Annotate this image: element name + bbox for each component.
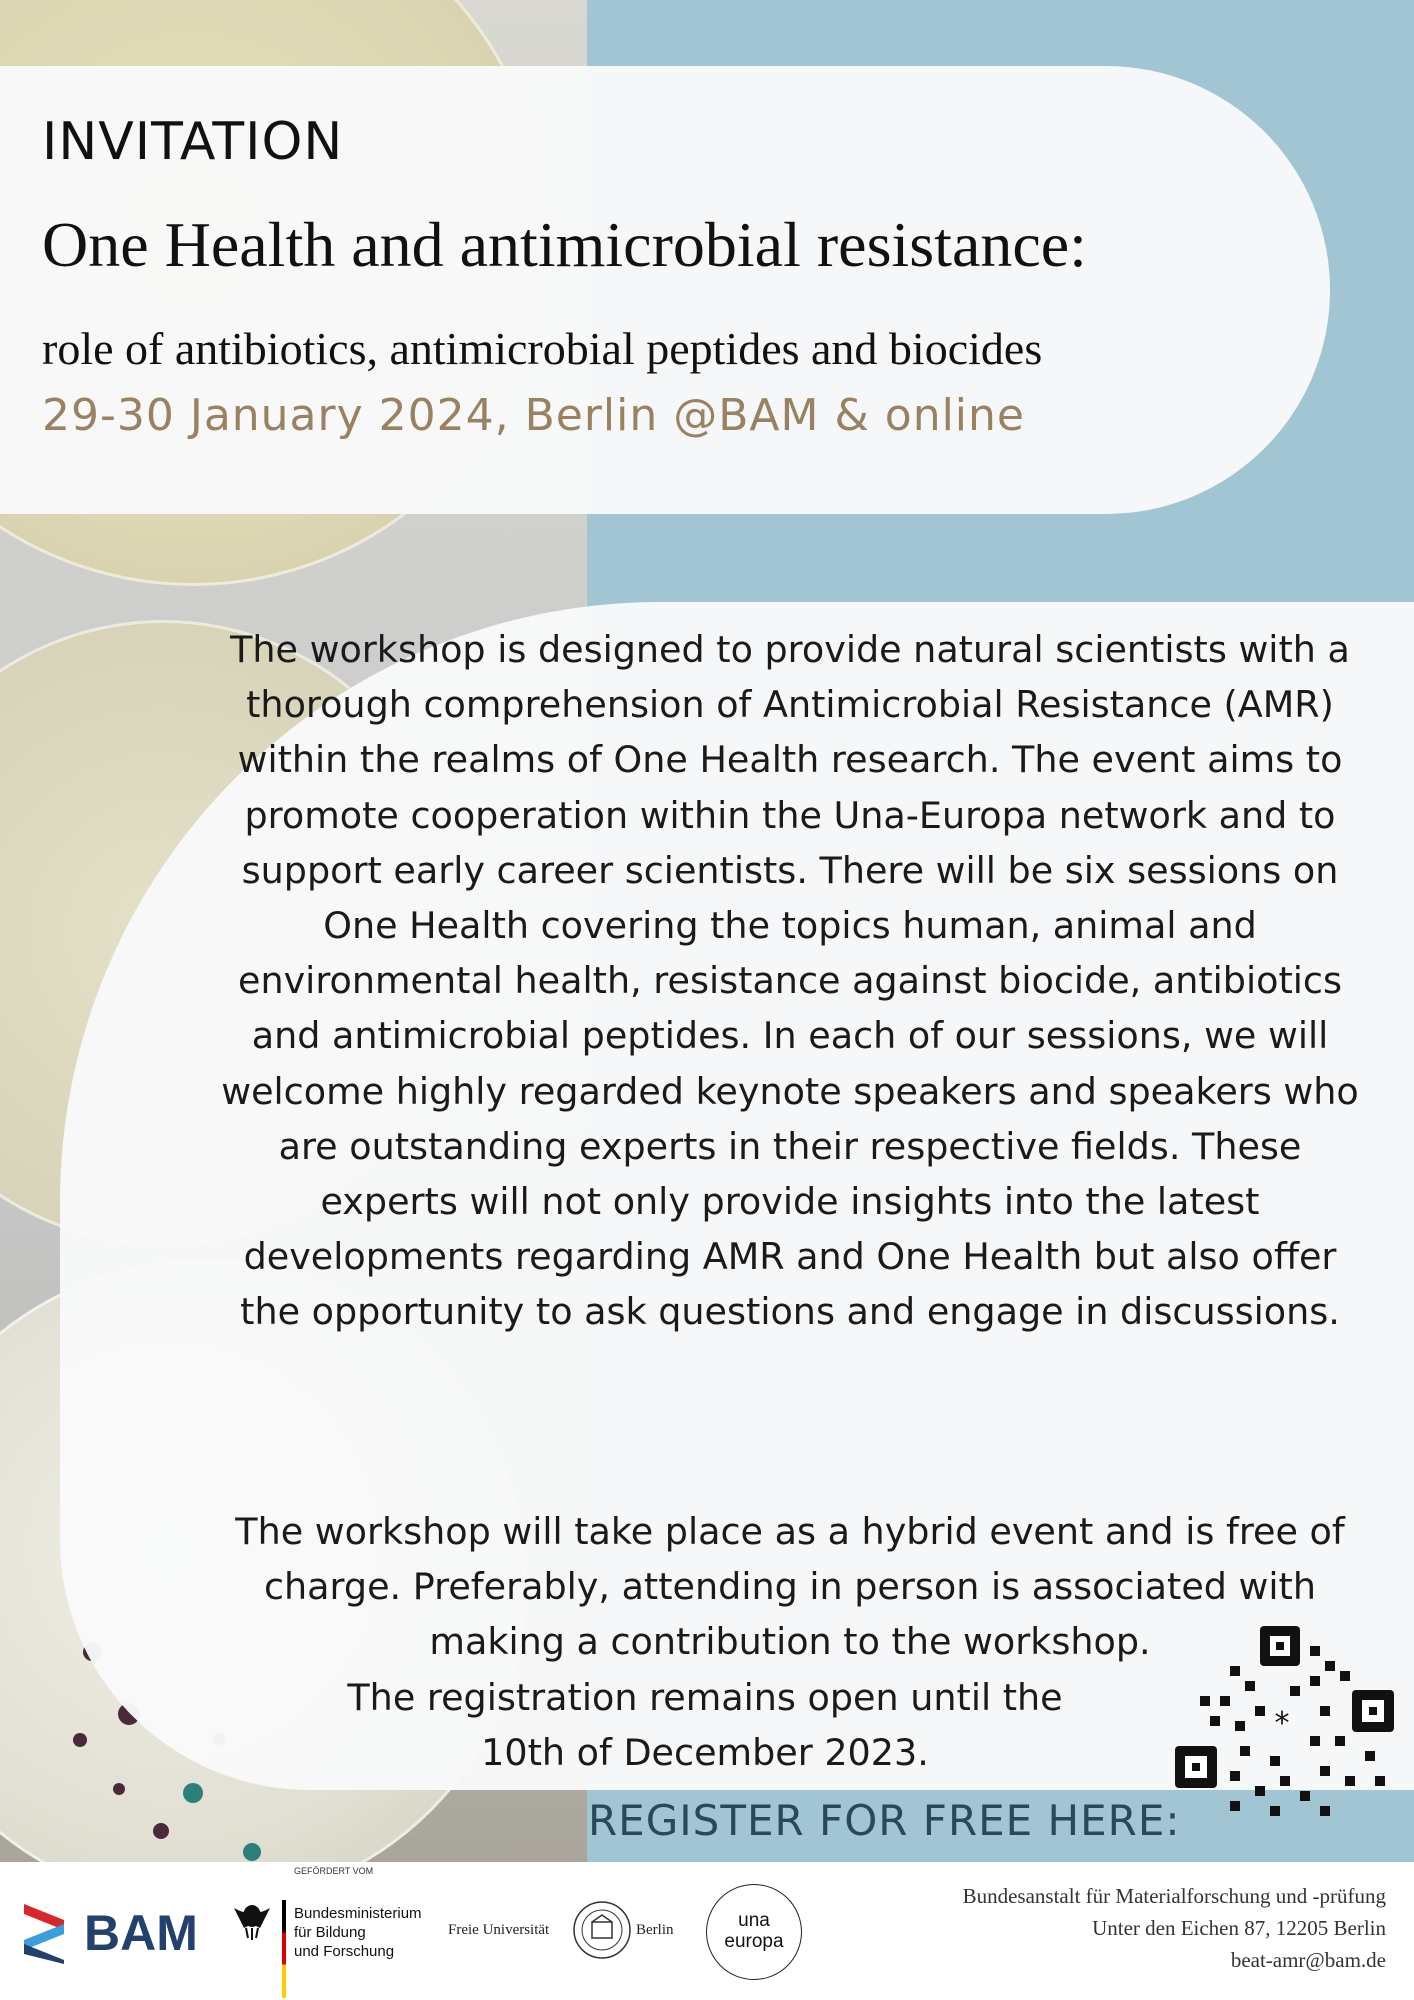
street-address: Unter den Eichen 87, 12205 Berlin (1092, 1916, 1386, 1940)
colony (183, 1783, 203, 1803)
registration-deadline: 10th of December 2023. (481, 1730, 929, 1774)
registration-text-2: The registration remains open until the (347, 1675, 1063, 1719)
colony (73, 1733, 87, 1747)
colony (243, 1843, 261, 1861)
register-link[interactable]: REGISTER FOR FREE HERE: (588, 1796, 1181, 1845)
page-title: One Health and antimicrobial resistance: (42, 209, 1087, 280)
workshop-description: The workshop is designed to provide natural scientists with a thorough comprehension of Antimicrobial Resistance (AMR) within the realms of One Health research. The event aims to promote cooperation within the Una-Europa network and to support early career scientists. There will be six sessions on One Health covering the topics human, animal and environmental health, resistance against biocide, antibiotics and antimicrobial peptides. In each of our sessions, we will welcome highly regarded keynote speakers and speakers who are outstanding experts in their respective fields. These experts will not only provide insights into the latest developments regarding AMR and One Health but also offer the opportunity to ask questions and engage in discussions. (221, 628, 1359, 1334)
una-europa-text (706, 1910, 802, 1952)
bam-logo-icon (20, 1900, 72, 1964)
europa-line: europa (724, 1931, 784, 1952)
qr-code-icon[interactable] (1170, 1626, 1410, 1826)
bam-logo-text: BAM (84, 1905, 198, 1961)
bmbf-line: und Forschung (294, 1943, 395, 1960)
contact-email[interactable]: beat-amr@bam.de (1230, 1948, 1386, 1972)
bmbf-line: für Bildung (294, 1924, 366, 1941)
invitation-label: INVITATION (42, 112, 344, 172)
colony (153, 1823, 169, 1839)
una-line: una (738, 1910, 770, 1931)
event-date: 29-30 January 2024, Berlin @BAM & online (42, 390, 1025, 441)
german-flag-stripe (282, 1900, 286, 1998)
bmbf-line: Bundesministerium (294, 1905, 422, 1922)
page-subtitle: role of antibiotics, antimicrobial peptides and biocides (42, 323, 1043, 374)
fu-name-right: Berlin (636, 1922, 674, 1938)
federal-eagle-icon (230, 1898, 274, 1942)
svg-text:*: * (1274, 1706, 1290, 1741)
colony (113, 1783, 125, 1795)
institution-name: Bundesanstalt für Materialforschung und -prüfung (962, 1884, 1386, 1908)
fu-seal-icon (572, 1900, 632, 1960)
bmbf-name (294, 1904, 422, 1961)
fu-name-left: Freie Universität (448, 1922, 550, 1938)
registration-text-1: The workshop will take place as a hybrid event and is free of charge. Preferably, attending in person is associated with making a contribution to the workshop. (235, 1510, 1345, 1664)
funded-by-label: GEFÖRDERT VOM (294, 1866, 374, 1876)
address-block (963, 1880, 1386, 1976)
